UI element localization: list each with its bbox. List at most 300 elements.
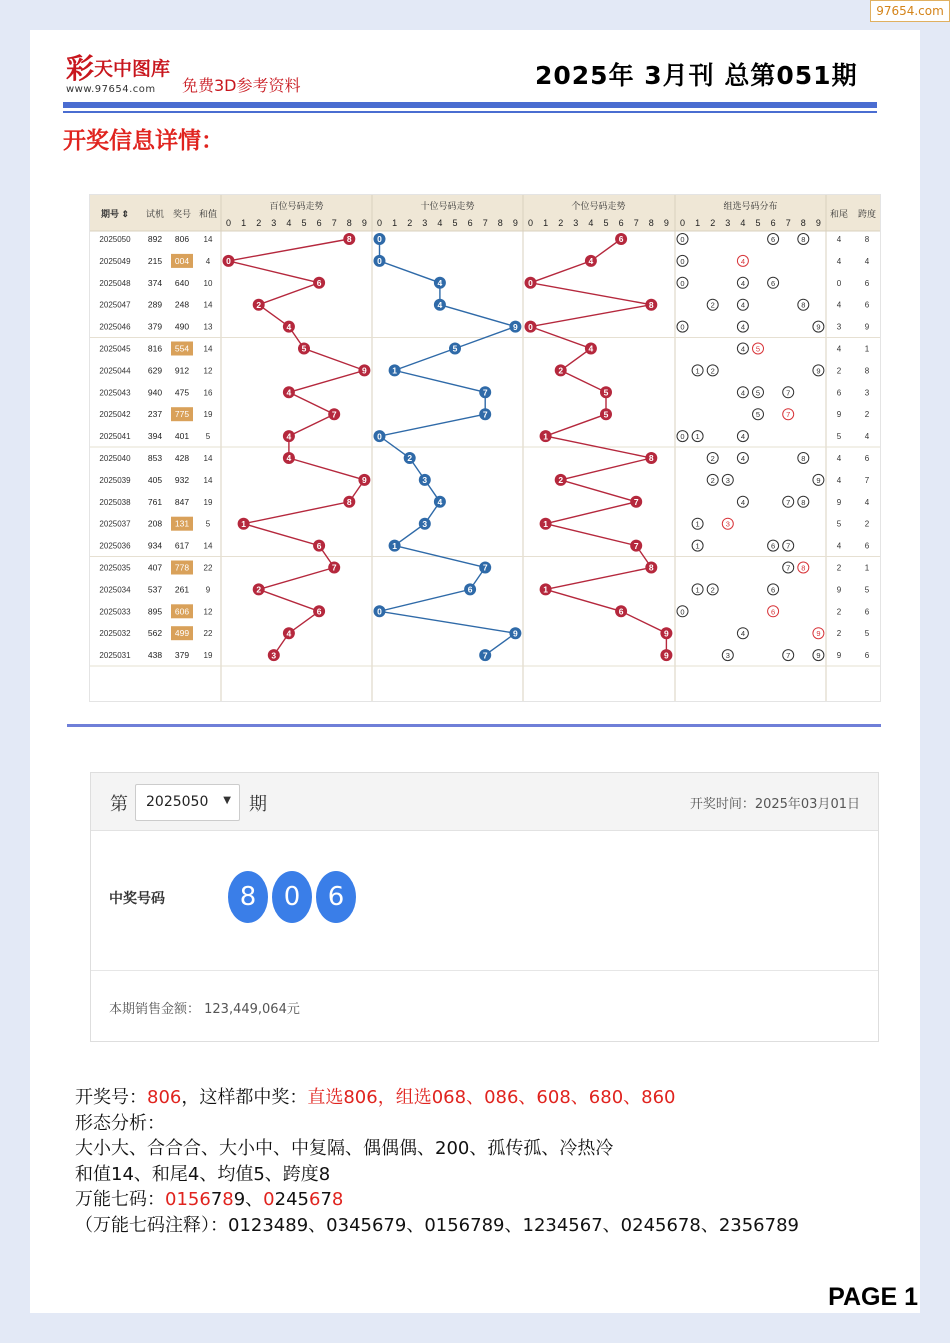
- header-digit: 9: [361, 218, 367, 228]
- trend-ball-digit: 4: [437, 497, 443, 507]
- page-sheet: [30, 30, 920, 1313]
- header-digit: 7: [331, 218, 337, 228]
- header-digit: 8: [497, 218, 503, 228]
- cell-prize: 401: [174, 431, 190, 442]
- cell-sum-tail: 9: [836, 410, 842, 420]
- cell-test: 405: [147, 474, 163, 485]
- cell-span: 6: [864, 300, 870, 310]
- cell-period: 2025034: [99, 585, 131, 595]
- sales-amount: 本期销售金额： 123,449,064元: [109, 1002, 300, 1017]
- cell-test: 289: [147, 299, 163, 310]
- cell-span: 6: [864, 278, 870, 288]
- header-digit: 8: [346, 218, 352, 228]
- trend-ball-digit: 1: [543, 584, 548, 595]
- cell-period: 2025039: [99, 475, 131, 485]
- combo-digit: 7: [786, 563, 791, 573]
- code2-f: 8: [331, 1189, 344, 1210]
- combo-digit: 0: [680, 322, 685, 332]
- cell-prize: 131: [174, 518, 190, 529]
- cell-period: 2025047: [99, 300, 131, 310]
- combo-digit: 7: [786, 388, 791, 398]
- combo-digit: 7: [786, 497, 791, 507]
- cell-sum: 10: [203, 278, 213, 288]
- cell-span: 8: [864, 235, 870, 244]
- trend-ball-digit: 8: [346, 497, 352, 507]
- code1-a: 0156: [165, 1189, 211, 1210]
- trend-ball-digit: 2: [256, 584, 262, 595]
- cell-test: 562: [147, 628, 163, 639]
- cell-sum-tail: 0: [836, 278, 842, 288]
- combo-digit: 3: [725, 651, 730, 661]
- issue-title: 2025年 3月刊 总第051期: [535, 61, 858, 90]
- header-digit: 8: [648, 218, 654, 228]
- cell-sum-tail: 2: [836, 607, 842, 617]
- cell-period: 2025037: [99, 519, 131, 529]
- cell-sum-tail: 4: [836, 454, 842, 463]
- cell-span: 8: [864, 366, 870, 376]
- header-rule-thick: [63, 102, 877, 108]
- cell-period: 2025045: [99, 344, 131, 354]
- cell-sum-tail: 9: [836, 651, 842, 661]
- combo-digit: 6: [771, 541, 776, 551]
- prize-label: 开奖号：: [75, 1087, 147, 1108]
- trend-ball-digit: 9: [664, 650, 669, 661]
- trend-ball-digit: 7: [482, 387, 488, 398]
- cell-period: 2025049: [99, 256, 131, 266]
- combo-digit: 9: [816, 475, 821, 485]
- trend-ball-digit: 7: [331, 562, 337, 573]
- header-digit: 6: [316, 218, 322, 228]
- header-digit: 2: [710, 218, 716, 228]
- header-group_tens: 十位号码走势: [420, 201, 475, 211]
- header-digit: 5: [452, 218, 458, 228]
- code2-b: 2: [274, 1189, 287, 1210]
- header-group_hundreds: 百位号码走势: [269, 201, 324, 211]
- logo-mark: 彩: [66, 52, 95, 85]
- cell-sum: 12: [203, 607, 213, 617]
- cell-sum-tail: 5: [836, 519, 842, 529]
- header-digit: 6: [467, 218, 473, 228]
- cell-span: 6: [864, 454, 870, 463]
- cell-sum-tail: 5: [836, 432, 842, 442]
- combo-digit: 0: [680, 256, 685, 266]
- header-digit: 2: [558, 218, 564, 228]
- cell-test: 208: [147, 518, 163, 529]
- header-digit: 1: [543, 218, 549, 228]
- header-digit: 1: [695, 218, 701, 228]
- cell-span: 6: [864, 541, 870, 551]
- cell-period: 2025042: [99, 410, 131, 420]
- draw-time: 开奖时间：2025年03月01日: [689, 797, 860, 812]
- combo-digit: 5: [755, 410, 761, 420]
- cell-sum-tail: 4: [836, 475, 842, 485]
- combo-digit: 8: [801, 235, 806, 244]
- combo-digit: 5: [755, 388, 761, 398]
- cell-period: 2025032: [99, 629, 131, 639]
- trend-ball-digit: 4: [437, 299, 443, 310]
- cell-test: 629: [147, 365, 163, 376]
- cell-sum: 16: [203, 388, 213, 398]
- cell-prize: 248: [174, 299, 190, 310]
- cell-sum: 5: [205, 519, 211, 529]
- analysis-line-6: （万能七码注释）：0123489、0345679、0156789、1234567、0245678、2356789: [75, 1214, 799, 1236]
- trend-ball-digit: 7: [331, 409, 337, 420]
- cell-sum: 14: [203, 300, 213, 310]
- logo: [66, 50, 186, 102]
- cell-test: 215: [147, 255, 163, 266]
- code1-b: 7: [210, 1189, 223, 1210]
- trend-ball-digit: 7: [482, 562, 488, 573]
- cell-period: 2025043: [99, 388, 131, 398]
- combo-digit: 0: [680, 278, 685, 288]
- cell-sum-tail: 3: [836, 322, 842, 332]
- cell-sum-tail: 4: [836, 235, 842, 244]
- header-test: 试机: [145, 209, 165, 219]
- combo-digit: 0: [680, 432, 685, 442]
- draw-card-header: [91, 773, 878, 831]
- header-digit: 9: [815, 218, 821, 228]
- cell-test: 853: [147, 453, 163, 463]
- trend-ball-digit: 9: [362, 475, 367, 486]
- ball-3: 6: [316, 871, 356, 923]
- combo-digit: 2: [710, 585, 715, 595]
- combo-digit: 1: [695, 585, 700, 595]
- combo-digit: 8: [801, 300, 806, 310]
- header-digit: 4: [286, 218, 292, 228]
- cell-prize: 428: [174, 453, 190, 463]
- combo-digit: 8: [801, 497, 806, 507]
- trend-ball-digit: 0: [377, 606, 382, 617]
- draw-card: [90, 772, 879, 1042]
- trend-ball-digit: 6: [316, 278, 322, 288]
- combo-digit: 2: [710, 300, 715, 310]
- trend-ball-digit: 4: [286, 431, 292, 442]
- cell-prize: 475: [174, 387, 190, 398]
- analysis-line-1: [75, 1085, 799, 1111]
- cell-span: 1: [864, 563, 870, 573]
- header-digit: 6: [618, 218, 624, 228]
- combo-digit: 3: [725, 475, 730, 485]
- trend-ball-digit: 5: [301, 343, 307, 354]
- cell-test: 934: [147, 540, 163, 551]
- header-sum: 和值: [198, 209, 218, 219]
- cell-prize: 912: [174, 365, 190, 376]
- cell-prize: 617: [174, 540, 190, 551]
- header-digit: 5: [301, 218, 307, 228]
- period-select[interactable]: [135, 784, 240, 821]
- cell-span: 6: [864, 651, 870, 661]
- trend-ball-digit: 5: [452, 343, 458, 354]
- cell-sum: 19: [203, 410, 213, 420]
- cell-prize: 379: [174, 650, 190, 661]
- cell-prize: 554: [174, 343, 190, 354]
- cell-period: 2025040: [99, 454, 131, 463]
- code-sep: 、: [245, 1189, 264, 1210]
- cell-span: 4: [864, 256, 870, 266]
- combo-digit: 9: [816, 322, 821, 332]
- header-rule-thin: [63, 111, 877, 113]
- period-select-value: 2025050: [146, 794, 209, 810]
- trend-ball-digit: 0: [377, 234, 382, 245]
- combo-digit: 7: [786, 541, 791, 551]
- header-digit: 3: [573, 218, 579, 228]
- header-digit: 9: [663, 218, 669, 228]
- label-di: 第: [110, 794, 128, 815]
- cell-prize: 775: [174, 409, 190, 420]
- cell-span: 7: [864, 475, 870, 485]
- prize-combos: 直选806，组选068、086、608、680、860: [307, 1087, 676, 1108]
- trend-ball-digit: 8: [346, 234, 352, 245]
- cell-period: 2025050: [99, 235, 131, 244]
- combo-digit: 9: [816, 651, 821, 661]
- tagline: 免费3D参考资料: [182, 76, 301, 95]
- cell-sum: 4: [205, 256, 211, 266]
- combo-digit: 4: [740, 454, 745, 463]
- cell-period: 2025046: [99, 322, 131, 332]
- trend-ball-digit: 0: [226, 256, 231, 267]
- cell-sum-tail: 9: [836, 585, 842, 595]
- header-digit: 1: [392, 218, 398, 228]
- header-span: 跨度: [857, 209, 877, 219]
- header-digit: 5: [603, 218, 609, 228]
- trend-ball-digit: 6: [618, 234, 624, 245]
- analysis-line-5: [75, 1187, 799, 1213]
- header-digit: 4: [588, 218, 594, 228]
- cell-period: 2025041: [99, 432, 131, 442]
- trend-ball-digit: 4: [286, 628, 292, 639]
- cell-sum: 14: [203, 235, 213, 244]
- trend-ball-digit: 6: [467, 584, 473, 595]
- trend-ball-digit: 8: [648, 562, 654, 573]
- cell-sum-tail: 4: [836, 256, 842, 266]
- trend-ball-digit: 1: [543, 431, 548, 442]
- combo-digit: 6: [771, 235, 776, 244]
- trend-ball-digit: 4: [588, 256, 594, 267]
- card-separator: [91, 970, 878, 971]
- trend-ball-digit: 7: [633, 540, 639, 551]
- cell-period: 2025036: [99, 541, 131, 551]
- header-digit: 2: [256, 218, 262, 228]
- cell-span: 2: [864, 519, 870, 529]
- combo-digit: 4: [740, 629, 745, 639]
- combo-digit: 0: [680, 235, 685, 244]
- cell-span: 4: [864, 497, 870, 507]
- page-number: PAGE 1: [828, 1283, 918, 1311]
- trend-ball-digit: 3: [271, 650, 277, 661]
- trend-ball-digit: 4: [286, 453, 292, 464]
- header-digit: 3: [271, 218, 277, 228]
- trend-ball-digit: 5: [603, 387, 609, 398]
- cell-test: 761: [147, 496, 163, 507]
- trend-ball-digit: 0: [377, 431, 382, 442]
- combo-digit: 1: [695, 432, 700, 442]
- trend-chart: [90, 195, 881, 702]
- trend-ball-digit: 7: [482, 650, 488, 661]
- trend-ball-digit: 8: [648, 453, 654, 464]
- code2-a: 0: [263, 1189, 275, 1210]
- trend-ball-digit: 6: [618, 606, 624, 617]
- header-digit: 9: [512, 218, 518, 228]
- analysis-block: [75, 1085, 799, 1238]
- trend-ball-digit: 2: [407, 453, 413, 464]
- trend-ball-digit: 5: [603, 409, 609, 420]
- section-title: 开奖信息详情：: [63, 128, 224, 154]
- trend-ball-digit: 1: [392, 365, 397, 376]
- trend-ball-digit: 6: [316, 540, 322, 551]
- header-digit: 0: [225, 218, 232, 228]
- cell-sum-tail: 2: [836, 366, 842, 376]
- cell-sum-tail: 4: [836, 300, 842, 310]
- trend-ball-digit: 9: [664, 628, 669, 639]
- header-digit: 8: [800, 218, 806, 228]
- trend-ball-digit: 9: [362, 365, 367, 376]
- combo-digit: 4: [740, 300, 745, 310]
- trend-ball-digit: 2: [558, 475, 564, 486]
- cell-prize: 932: [174, 474, 190, 485]
- prize-win-text: ，这样都中奖：: [181, 1087, 308, 1108]
- cell-sum: 14: [203, 541, 213, 551]
- trend-ball-digit: 4: [286, 387, 292, 398]
- cell-prize: 490: [174, 321, 190, 332]
- site-tag[interactable]: 97654.com: [870, 0, 950, 22]
- code2-d: 6: [308, 1189, 321, 1210]
- code2-c: 45: [286, 1189, 309, 1210]
- combo-digit: 4: [740, 388, 745, 398]
- cell-sum: 22: [203, 563, 213, 573]
- trend-table: [89, 194, 881, 702]
- cell-sum: 19: [203, 651, 213, 661]
- cell-period: 2025031: [99, 651, 131, 661]
- combo-digit: 2: [710, 475, 715, 485]
- header-period: 期号 ⇕: [100, 209, 130, 219]
- combo-digit: 2: [710, 366, 715, 376]
- cell-span: 9: [864, 322, 870, 332]
- trend-ball-digit: 7: [482, 409, 488, 420]
- ball-1: 8: [228, 871, 268, 923]
- cell-span: 6: [864, 607, 870, 617]
- cell-test: 895: [147, 606, 163, 617]
- cell-sum: 14: [203, 454, 213, 463]
- cell-test: 394: [147, 431, 163, 442]
- trend-ball-digit: 8: [648, 299, 654, 310]
- trend-ball-digit: 4: [286, 321, 292, 332]
- trend-ball-digit: 3: [422, 518, 428, 529]
- header-digit: 5: [755, 218, 761, 228]
- analysis-line-4: 和值14、和尾4、均值5、跨度8: [75, 1163, 331, 1185]
- divider-line: [67, 724, 881, 727]
- cell-prize: 847: [174, 496, 190, 507]
- cell-sum: 9: [205, 585, 211, 595]
- cell-test: 374: [147, 277, 163, 288]
- trend-ball-digit: 9: [513, 628, 518, 639]
- header-digit: 4: [437, 218, 443, 228]
- cell-test: 379: [147, 321, 163, 332]
- cell-period: 2025038: [99, 497, 131, 507]
- cell-prize: 606: [174, 606, 190, 617]
- header-sum-tail: 和尾: [829, 209, 849, 219]
- cell-sum-tail: 4: [836, 344, 842, 354]
- cell-span: 2: [864, 410, 870, 420]
- combo-digit: 4: [740, 497, 745, 507]
- cell-prize: 778: [174, 562, 190, 573]
- trend-ball-digit: 4: [437, 278, 443, 288]
- cell-prize: 499: [174, 628, 190, 639]
- header-digit: 6: [770, 218, 776, 228]
- trend-ball-digit: 2: [256, 299, 262, 310]
- combo-digit: 7: [786, 651, 791, 661]
- cell-sum: 14: [203, 475, 213, 485]
- cell-span: 5: [864, 629, 870, 639]
- cell-sum-tail: 4: [836, 541, 842, 551]
- logo-url: www.97654.com: [66, 84, 156, 95]
- prize-number: 806: [147, 1087, 182, 1108]
- cell-test: 940: [147, 387, 163, 398]
- cell-period: 2025033: [99, 607, 131, 617]
- cell-sum: 22: [203, 629, 213, 639]
- combo-digit: 4: [740, 432, 745, 442]
- combo-digit: 9: [816, 366, 821, 376]
- cell-span: 1: [864, 344, 870, 354]
- logo-name: 天中图库: [94, 58, 171, 80]
- combo-digit: 4: [740, 256, 745, 266]
- header-group_combo: 组选号码分布: [723, 201, 778, 211]
- cell-sum: 13: [203, 322, 213, 332]
- trend-ball-digit: 3: [422, 475, 428, 486]
- combo-digit: 6: [771, 585, 776, 595]
- combo-digit: 0: [680, 607, 685, 617]
- cell-sum: 19: [203, 497, 213, 507]
- header-digit: 0: [376, 218, 383, 228]
- combo-digit: 4: [740, 322, 745, 332]
- cell-sum: 5: [205, 432, 211, 442]
- trend-ball-digit: 1: [543, 518, 548, 529]
- trend-ball-digit: 7: [633, 497, 639, 507]
- header-digit: 3: [725, 218, 731, 228]
- cell-sum-tail: 6: [836, 388, 842, 398]
- combo-digit: 7: [786, 410, 791, 420]
- trend-ball-digit: 4: [588, 343, 594, 354]
- header-prize: 奖号: [172, 209, 192, 219]
- combo-digit: 4: [740, 278, 745, 288]
- cell-prize: 261: [174, 584, 190, 595]
- cell-span: 4: [864, 432, 870, 442]
- trend-ball-digit: 2: [558, 365, 564, 376]
- combo-digit: 8: [801, 563, 806, 573]
- header-digit: 3: [422, 218, 428, 228]
- header-digit: 7: [785, 218, 791, 228]
- cell-prize: 806: [174, 234, 190, 244]
- header-group_units: 个位号码走势: [571, 201, 626, 211]
- trend-ball-digit: 1: [392, 540, 397, 551]
- combo-digit: 9: [816, 629, 821, 639]
- cell-test: 537: [147, 584, 163, 595]
- cell-prize: 640: [174, 277, 190, 288]
- cell-sum-tail: 2: [836, 563, 842, 573]
- ball-2: 0: [272, 871, 312, 923]
- header-digit: 7: [482, 218, 488, 228]
- cell-period: 2025048: [99, 278, 131, 288]
- cell-test: 892: [147, 234, 163, 244]
- header-digit: 1: [241, 218, 247, 228]
- combo-digit: 1: [695, 366, 700, 376]
- header-digit: 7: [633, 218, 639, 228]
- cell-test: 816: [147, 343, 163, 354]
- trend-ball-digit: 0: [528, 321, 533, 332]
- combo-digit: 5: [755, 344, 761, 354]
- combo-digit: 8: [801, 454, 806, 463]
- combo-digit: 2: [710, 454, 715, 463]
- header-digit: 2: [407, 218, 413, 228]
